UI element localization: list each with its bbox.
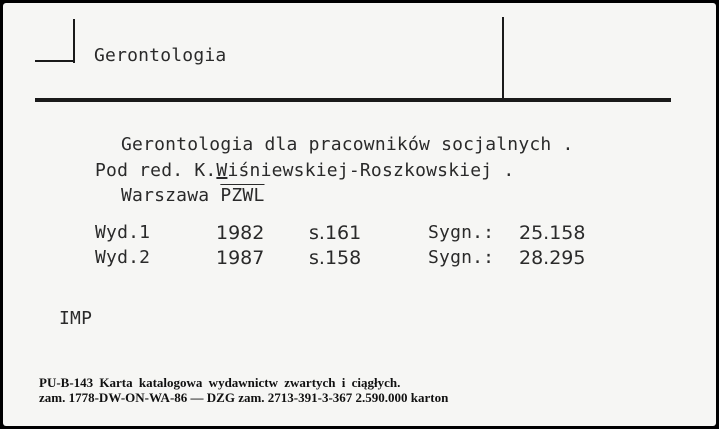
editor-line [95,160,514,181]
subject-heading: Gerontologia [94,45,227,66]
place: Warszawa [121,185,221,206]
note: IMP [59,308,93,329]
title-line: Gerontologia dla pracowników socjalnych . [121,134,574,155]
edition-wyd: Wyd.1 [95,222,151,243]
edition-year: 1982 [216,222,265,244]
edition-pages: s.158 [309,247,362,269]
footer-line-1: PU-B-143 Karta katalogowa wydawnictw zwartych i ciągłych. [39,375,401,390]
footer-line-2: zam. 1778-DW-ON-WA-86 — DZG zam. 2713-391-3-367 2.590.000 karton [39,390,449,405]
corner-vertical-rule [73,19,75,63]
heading-horizontal-rule [35,98,671,102]
edition-sygn: 28.295 [519,247,586,269]
edition-wyd: Wyd.2 [95,247,151,268]
editor-underlined-letter: W [216,160,228,181]
edition-sygn-label: Sygn.: [428,247,495,268]
right-vertical-rule [502,17,504,101]
edition-sygn: 25.158 [519,222,586,244]
imprint-line [121,185,265,206]
editor-prefix: Pod red. K. [95,160,217,181]
corner-horizontal-rule [35,60,75,62]
edition-year: 1987 [216,247,265,269]
catalog-card [3,3,716,426]
editor-rest: iśniewskiej-Roszkowskiej . [227,160,515,181]
publisher: PZWL [220,185,265,206]
edition-sygn-label: Sygn.: [428,222,495,243]
edition-pages: s.161 [309,222,362,244]
